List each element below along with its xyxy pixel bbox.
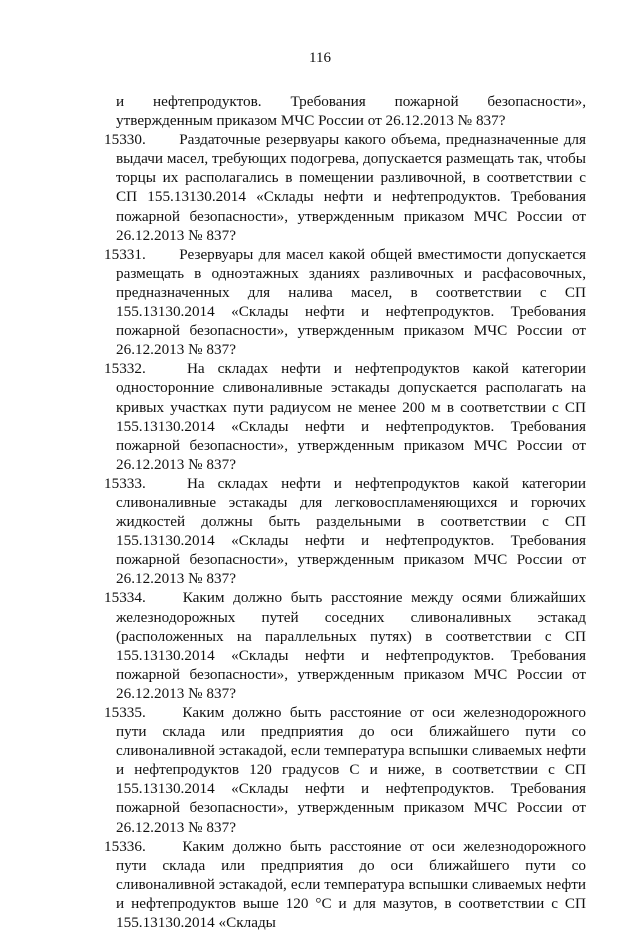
question-item xyxy=(104,474,587,589)
question-text: На складах нефти и нефтепродуктов какой категории односторонние сливоналивные эстакады допускается располагать на кривых участках пути радиусом не менее 200 м в соответствии с СП 155.13130.2014 «Склады нефти и нефтепродуктов. Требования пожарной безопасности», утвержденным приказом МЧС России от 26.12.2013 № 837? xyxy=(116,360,587,473)
question-text: На складах нефти и нефтепродуктов какой категории сливоналивные эстакады для легковоспламеняющихся и горючих жидкостей должны быть раздельными в соответствии с СП 155.13130.2014 «Склады нефти и нефтепродуктов. Требования пожарной безопасности», утвержденным приказом МЧС России от 26.12.2013 № 837? xyxy=(116,474,587,588)
question-text: Каким должно быть расстояние между осями ближайших железнодорожных путей соседних сливоналивных эстакад (расположенных на параллельных путях) в соответствии с СП 155.13130.2014 «Склады нефти и нефтепродуктов. Требования пожарной безопасности», утвержденным приказом МЧС России от 26.12.2013 № 837? xyxy=(116,589,586,702)
question-item xyxy=(104,245,586,360)
question-item xyxy=(104,359,587,474)
question-number: 15330. xyxy=(104,131,146,149)
question-text: Каким должно быть расстояние от оси железнодорожного пути склада или предприятия до оси ближайшего пути со сливоналивной эстакадой, если температура вспышки сливаемых нефти и нефтепродуктов 120 градусов С и ниже, в соответствии с СП 155.13130.2014 «Склады нефти и нефтепродуктов. Требования пожарной безопасности», утвержденным приказом МЧС России от 26.12.2013 № 837? xyxy=(116,704,586,836)
question-continuation xyxy=(116,92,586,130)
question-number: 15335. xyxy=(104,704,146,721)
page-content xyxy=(104,92,587,932)
question-item xyxy=(104,588,586,703)
question-item xyxy=(104,837,586,932)
question-number: 15331. xyxy=(104,245,146,263)
question-text: Резервуары для масел какой общей вместимости допускается размещать в одноэтажных зданиях разливочных и расфасовочных, предназначенных для налива масел, в соответствии с СП 155.13130.2014 «Склады нефти и нефтепродуктов. Требования пожарной безопасности», утвержденным приказом МЧС России от 26.12.2013 № 837? xyxy=(116,245,586,359)
question-number: 15332. xyxy=(104,360,146,378)
question-number: 15334. xyxy=(104,589,146,607)
question-item xyxy=(104,130,586,245)
question-text: и нефтепродуктов. Требования пожарной безопасности», утвержденным приказом МЧС России от 26.12.2013 № 837? xyxy=(116,93,586,130)
question-number: 15333. xyxy=(104,474,146,492)
question-text: Раздаточные резервуары какого объема, предназначенные для выдачи масел, требующих подогрева, допускается размещать так, чтобы торцы их располагались в помещении разливочной, в соответствии с СП 155.13130.2014 «Склады нефти и нефтепродуктов. Требования пожарной безопасности», утвержденным приказом МЧС России от 26.12.2013 № 837? xyxy=(116,131,586,244)
question-text: Каким должно быть расстояние от оси железнодорожного пути склада или предприятия до оси ближайшего пути со сливоналивной эстакадой, если температура вспышки сливаемых нефти и нефтепродуктов выше 120 °С и для мазутов, в соответствии с СП 155.13130.2014 «Склады xyxy=(116,837,586,932)
question-number: 15336. xyxy=(104,837,146,855)
page-number: 116 xyxy=(309,50,331,66)
question-item xyxy=(104,703,586,837)
